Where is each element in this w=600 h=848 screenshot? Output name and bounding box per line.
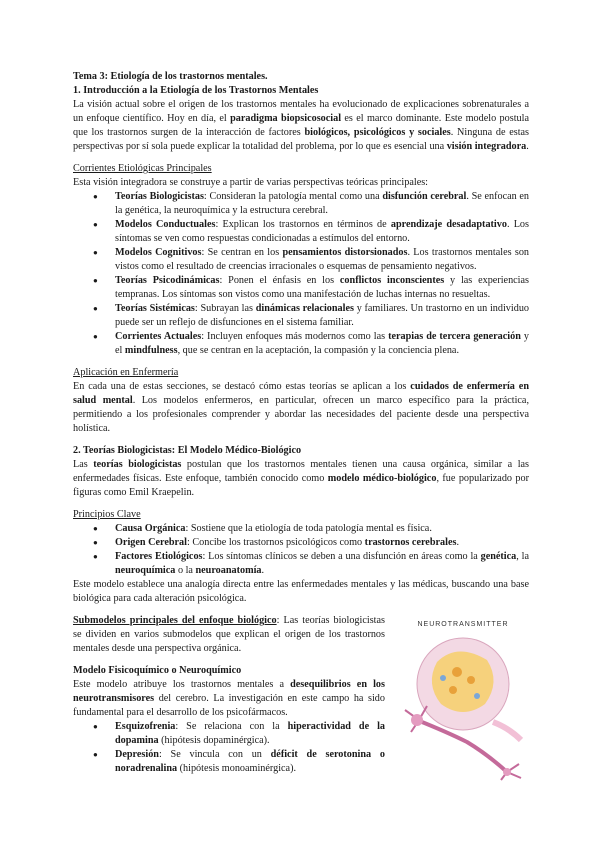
intro-paragraph: La visión actual sobre el origen de los trastornos mentales ha evolucionado de explicaciones sobrenaturales a un enfoque científico. Hoy en día, el paradigma biopsicosocial es el marco dominante. Este modelo postula que los trastornos surgen de la interacción de factores biológicos, psicológicos y sociales. Ninguna de estas perspectivas por sí sola puede explicar la totalidad del problema, por lo que es esencial una visión integradora. (73, 99, 530, 152)
enfermeria-heading: Aplicación en Enfermería (73, 367, 179, 378)
figure-label: NEUROTRANSMITTER (417, 621, 509, 628)
neurotransmitter-figure (397, 618, 529, 783)
list-item: ● Causa Orgánica: Sostiene que la etiología de toda patología mental es física. (115, 522, 529, 536)
list-item: ● Origen Cerebral: Concibe los trastornos psicológicos como trastornos cerebrales. (115, 536, 529, 550)
document-title: Tema 3: Etiología de los trastornos mentales. (73, 71, 268, 82)
neuron-illustration (397, 632, 529, 782)
submodelos-paragraph: Submodelos principales del enfoque biológico: Las teorías biologicistas se dividen en varios submodelos que explican el origen de los trastornos mentales desde una perspectiva orgánica. (73, 615, 385, 654)
list-item: ● Modelos Conductuales: Explican los trastornos en términos de aprendizaje desadaptativo. Los síntomas se ven como respuestas condicionadas a estímulos del entorno. (115, 218, 529, 246)
corrientes-heading: Corrientes Etiológicas Principales (73, 163, 212, 174)
enfermeria-paragraph: En cada una de estas secciones, se destacó cómo estas teorías se aplican a los cuidados de enfermería en salud mental. Los modelos enfermeros, en particular, ofrecen un marco específico para la práctica, permitiendo a los profesionales comprender y abordar las necesidades del paciente desde una perspectiva holística. (73, 381, 529, 434)
list-item: ● Corrientes Actuales: Incluyen enfoques más modernos como las terapias de tercera generación y el mindfulness, que se centran en la aceptación, la compasión y la conciencia plena. (115, 330, 529, 358)
principios-closing: Este modelo establece una analogía directa entre las enfermedades mentales y las médicas, buscando una base biológica para cada alteración psicológica. (73, 579, 529, 604)
fisico-paragraph: Este modelo atribuye los trastornos mentales a desequilibrios en los neurotransmisores del cerebro. La investigación en este campo ha sido fundamental para el desarrollo de los psicofármacos. (73, 679, 385, 718)
corrientes-list (73, 190, 529, 358)
section-2-heading: 2. Teorías Biologicistas: El Modelo Médico-Biológico (73, 445, 302, 456)
list-item: ● Esquizofrenia: Se relaciona con la hiperactividad de la dopamina (hipótesis dopaminérgica). (115, 720, 385, 748)
fisico-list (73, 720, 385, 776)
document-page (73, 70, 529, 783)
principios-heading: Principios Clave (73, 509, 141, 520)
list-item: ● Teorías Biologicistas: Consideran la patología mental como una disfunción cerebral. Se enfocan en la genética, la neuroquímica y la estructura cerebral. (115, 190, 529, 218)
section-2-paragraph: Las teorías biologicistas postulan que los trastornos mentales tienen una causa orgánica, similar a las enfermedades físicas. Este enfoque, también conocido como modelo médico-biológico, fue popularizado por figuras como Emil Kraepelin. (73, 459, 530, 498)
list-item: ● Modelos Cognitivos: Se centran en los pensamientos distorsionados. Los trastornos mentales son vistos como el resultado de creencias irracionales o esquemas de pensamiento negativos. (115, 246, 529, 274)
list-item: ● Teorías Psicodinámicas: Ponen el énfasis en los conflictos inconscientes y las experiencias tempranas. Los síntomas son vistos como una manifestación de luchas internas no resueltas. (115, 274, 529, 302)
left-column (73, 614, 385, 783)
list-item: ● Factores Etiológicos: Los síntomas clínicos se deben a una disfunción en áreas como la genética, la neuroquímica o la neuroanatomía. (115, 550, 529, 578)
corrientes-intro: Esta visión integradora se construye a partir de varias perspectivas teóricas principales: (73, 177, 429, 188)
two-column-section (73, 614, 529, 783)
list-item: ● Teorías Sistémicas: Subrayan las dinámicas relacionales y familiares. Un trastorno en un individuo puede ser un reflejo de disfunciones en el sistema familiar. (115, 302, 529, 330)
fisico-heading: Modelo Fisicoquímico o Neuroquímico (73, 665, 242, 676)
principios-list (73, 522, 529, 578)
list-item: ● Depresión: Se vincula con un déficit de serotonina o noradrenalina (hipótesis monoaminérgica). (115, 748, 385, 776)
section-1-heading: 1. Introducción a la Etiología de los Trastornos Mentales (73, 85, 319, 96)
